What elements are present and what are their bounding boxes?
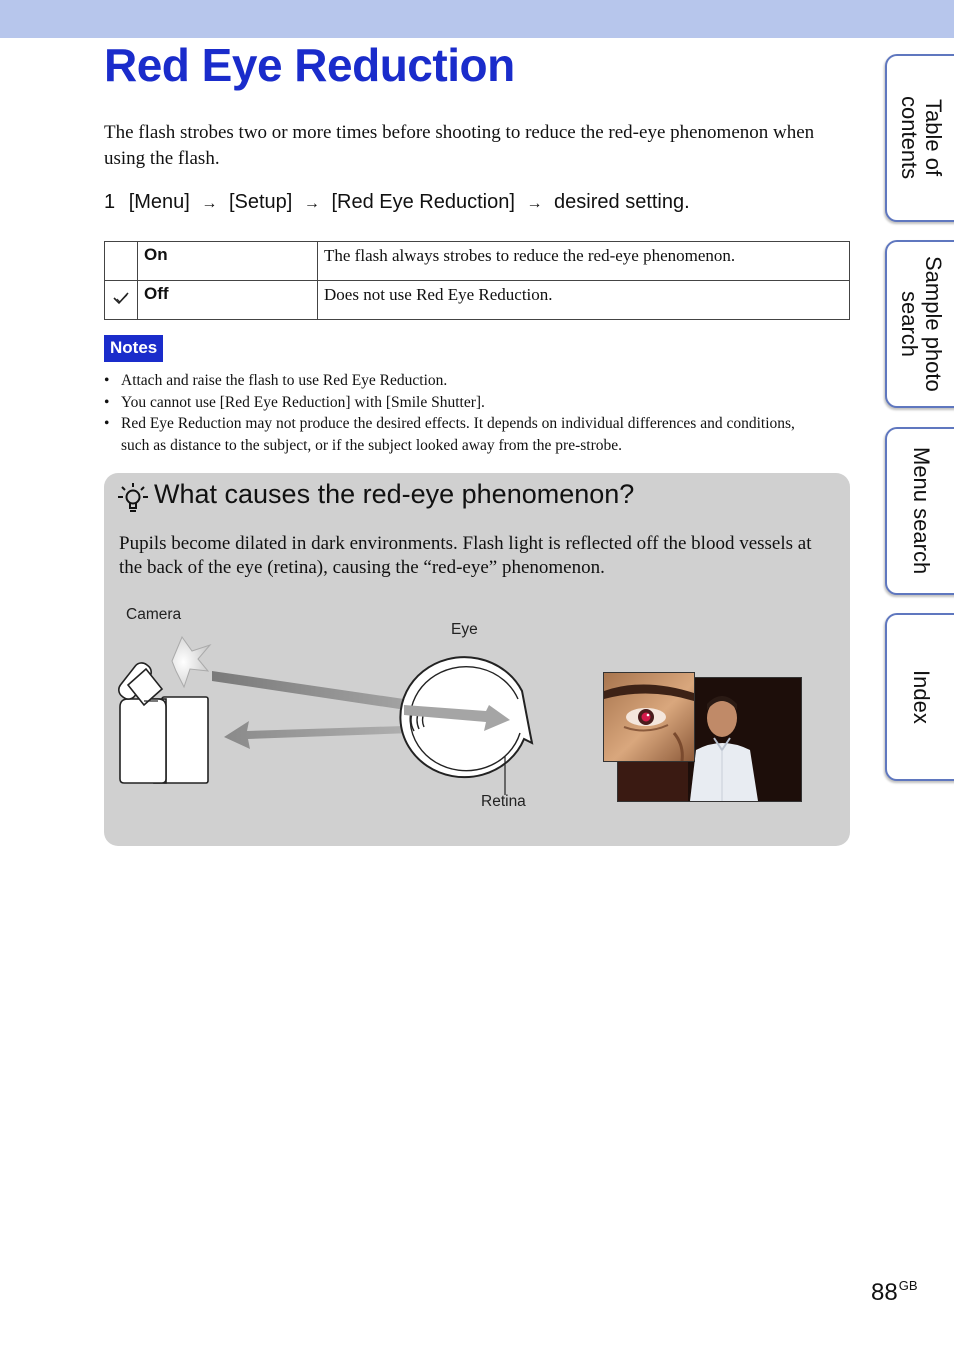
arrow-right-icon: → bbox=[201, 195, 218, 212]
default-marker-cell bbox=[105, 242, 138, 281]
notes-list bbox=[104, 370, 804, 456]
arrow-right-icon: → bbox=[526, 195, 543, 212]
camera-label: Camera bbox=[126, 606, 182, 623]
closeup-image bbox=[604, 673, 694, 761]
red-eye-closeup-photo bbox=[603, 672, 695, 762]
table-row bbox=[105, 281, 850, 320]
retina-label: Retina bbox=[481, 793, 526, 810]
step-part-red-eye: [Red Eye Reduction] bbox=[331, 191, 515, 213]
list-item: • Attach and raise the flash to use Red Eye Reduction. bbox=[104, 370, 804, 392]
step-part-setup: [Setup] bbox=[228, 191, 293, 213]
eye-icon bbox=[400, 657, 532, 795]
options-table bbox=[104, 241, 850, 320]
menu-step bbox=[104, 188, 849, 218]
tab-menu-search[interactable] bbox=[885, 427, 954, 595]
tab-index[interactable] bbox=[885, 613, 954, 781]
list-item: • You cannot use [Red Eye Reduction] with [Smile Shutter]. bbox=[104, 392, 804, 414]
arrow-right-icon: → bbox=[303, 195, 320, 212]
page-number bbox=[871, 1278, 918, 1307]
step-part-menu: [Menu] bbox=[128, 191, 190, 213]
flash-burst-icon bbox=[172, 637, 210, 687]
step-number: 1 bbox=[104, 191, 116, 213]
page-suffix: GB bbox=[898, 1278, 918, 1293]
eye-label: Eye bbox=[451, 621, 478, 638]
option-label: Off bbox=[138, 281, 318, 320]
page-title: Red Eye Reduction bbox=[104, 39, 515, 91]
hint-body: Pupils become dilated in dark environments. Flash light is reflected off the blood vessels at the back of the eye (retina), causing the “red-eye” phenomenon. bbox=[119, 533, 812, 578]
notes-badge: Notes bbox=[104, 335, 163, 362]
option-label: On bbox=[138, 242, 318, 281]
list-item: • Red Eye Reduction may not produce the desired effects. It depends on individual differences and conditions, such as distance to the subject, or if the subject looked away from the pre-strobe. bbox=[104, 413, 804, 456]
tab-label: Menu search bbox=[909, 447, 934, 575]
tab-label: Sample photo search bbox=[897, 256, 946, 392]
intro-text: The flash strobes two or more times before shooting to reduce the red-eye phenomenon when using the flash. bbox=[104, 122, 815, 169]
option-description: The flash always strobes to reduce the red-eye phenomenon. bbox=[318, 242, 850, 281]
header-bar bbox=[0, 0, 954, 38]
default-marker-cell bbox=[105, 281, 138, 320]
tab-label: Index bbox=[909, 670, 934, 724]
tab-sample-photo-search[interactable] bbox=[885, 240, 954, 408]
page-number-value: 88 bbox=[871, 1279, 898, 1306]
hint-title: What causes the red-eye phenomenon? bbox=[154, 479, 635, 509]
table-row bbox=[105, 242, 850, 281]
checkmark-icon bbox=[113, 291, 129, 305]
option-description: Does not use Red Eye Reduction. bbox=[318, 281, 850, 320]
tab-table-of-contents[interactable] bbox=[885, 54, 954, 222]
step-part-setting: desired setting. bbox=[554, 191, 690, 213]
hint-box bbox=[104, 473, 850, 846]
tab-label: Table of contents bbox=[897, 96, 946, 180]
camera-icon bbox=[116, 660, 208, 783]
